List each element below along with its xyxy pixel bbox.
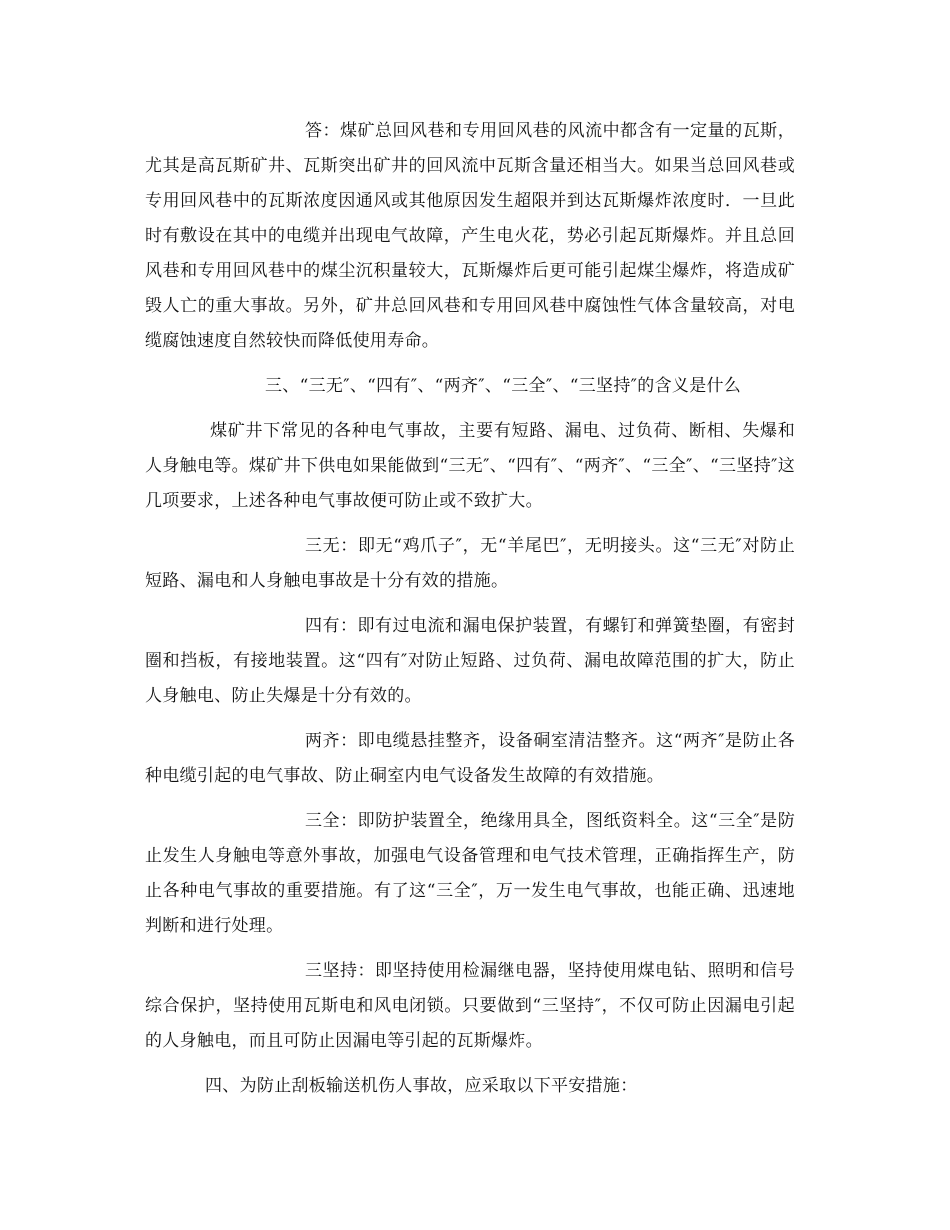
three-complete-paragraph: 三全：即防护装置全，绝缘用具全，图纸资料全。这“三全″是防止发生人身触电等意外事故，加强电气设备管理和电气技术管理，正确指挥生产，防止各种电气事故的重要措施。有了这“三全″，万一发生电气事故，也能正确、迅速地判断和进行处理。	[145, 811, 795, 936]
document-content	[145, 114, 795, 1114]
answer-paragraph: 答：煤矿总回风巷和专用回风巷的风流中都含有一定量的瓦斯，尤其是高瓦斯矿井、瓦斯突出矿井的回风流中瓦斯含量还相当大。如果当总回风巷或专用回风巷中的瓦斯浓度因通风或其他原因发生超限并到达瓦斯爆炸浓度时．一旦此时有敷设在其中的电缆并出现电气故障，产生电火花，势必引起瓦斯爆炸。并且总回风巷和专用回风巷中的煤尘沉积量较大，瓦斯爆炸后更可能引起煤尘爆炸，将造成矿毁人亡的重大事故。另外，矿井总回风巷和专用回风巷中腐蚀性气体含量较高，对电缆腐蚀速度自然较快而降低使用寿命。	[145, 121, 795, 351]
three-no-paragraph: 三无：即无“鸡爪子″，无“羊尾巴″，无明接头。这“三无″对防止短路、漏电和人身触电事故是十分有效的措施。	[145, 536, 795, 591]
two-neat-paragraph: 两齐：即电缆悬挂整齐，设备硐室清洁整齐。这“两齐″是防止各种电缆引起的电气事故、防止硐室内电气设备发生故障的有效措施。	[145, 731, 795, 786]
three-persist-paragraph: 三坚持：即坚持使用检漏继电器，坚持使用煤电钻、照明和信号综合保护，坚持使用瓦斯电和风电闭锁。只要做到“三坚持″，不仅可防止因漏电引起的人身触电，而且可防止因漏电等引起的瓦斯爆炸。	[145, 961, 795, 1051]
section-three-intro-paragraph: 煤矿井下常见的各种电气事故，主要有短路、漏电、过负荷、断相、失爆和人身触电等。煤矿井下供电如果能做到“三无″、“四有″、“两齐″、“三全″、“三坚持″这几项要求，上述各种电气事故便可防止或不致扩大。	[145, 421, 795, 511]
section-heading-four: 四、为防止刮板输送机伤人事故，应采取以下平安措施：	[205, 1076, 638, 1096]
four-have-paragraph: 四有：即有过电流和漏电保护装置，有螺钉和弹簧垫圈，有密封圈和挡板，有接地装置。这“四有″对防止短路、过负荷、漏电故障范围的扩大，防止人身触电、防止失爆是十分有效的。	[145, 616, 795, 706]
section-heading-three: 三、“三无″、“四有″、“两齐″、“三全″、“三坚持″的含义是什么	[265, 376, 742, 396]
